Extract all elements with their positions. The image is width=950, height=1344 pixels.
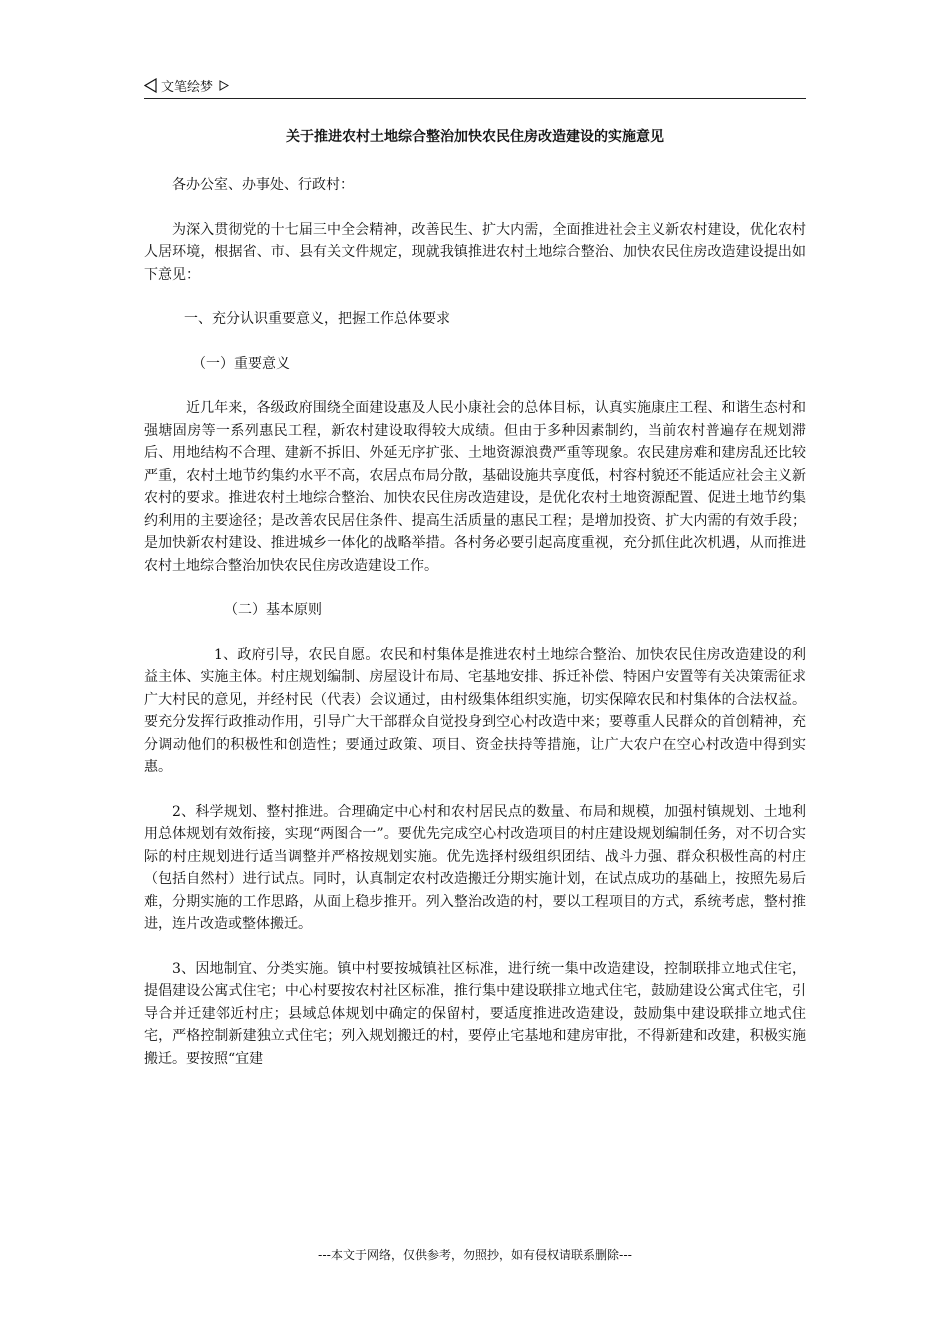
significance-paragraph: 近几年来，各级政府围绕全面建设惠及人民小康社会的总体目标，认真实施康庄工程、和谐生态村和强塘固房等一系列惠民工程，新农村建设取得较大成绩。但由于多种因素制约，当前农村普遍存在规划滞后、用地结构不合理、建新不拆旧、外延无序扩张、土地资源浪费严重等现象。农民建房难和建房乱还比较严重，农村土地节约集约水平不高，农居点布局分散，基础设施共享度低，村容村貌还不能适应社会主义新农村的要求。推进农村土地综合整治、加快农民住房改造建设，是优化农村土地资源配置、促进土地节约集约利用的主要途径；是改善农民居住条件、提高生活质量的惠民工程；是增加投资、扩大内需的有效手段；是加快新农村建设、推进城乡一体化的战略举措。各村务必要引起高度重视，充分抓住此次机遇，从而推进农村土地综合整治加快农民住房改造建设工作。 bbox=[144, 400, 806, 574]
principle-paragraph: 1、政府引导，农民自愿。农民和村集体是推进农村土地综合整治、加快农民住房改造建设的利益主体、实施主体。村庄规划编制、房屋设计布局、宅基地安排、拆迁补偿、特困户安置等有关决策需征求广大村民的意见，并经村民（代表）会议通过，由村级集体组织实施，切实保障农民和村集体的合法权益。要充分发挥行政推动作用，引导广大干部群众自觉投身到空心村改造中来；要尊重人民群众的首创精神，充分调动他们的积极性和创造性；要通过政策、项目、资金扶持等措施，让广大农户在空心村改造中得到实惠。 bbox=[144, 646, 806, 775]
triangle-right-icon bbox=[219, 80, 229, 91]
triangle-left-icon bbox=[144, 78, 157, 93]
brand-name: 文笔绘梦 bbox=[161, 80, 214, 95]
principle-paragraph: 3、因地制宜、分类实施。镇中村要按城镇社区标准，进行统一集中改造建设，控制联排立地式住宅，提倡建设公寓式住宅；中心村要按农村社区标准，推行集中建设联排立地式住宅，鼓励建设公寓式住宅，引导合并迁建邻近村庄；县域总体规划中确定的保留村，要适度推进改造建设，鼓励集中建设联排立地式住宅，严格控制新建独立式住宅；列入规划搬迁的村，要停止宅基地和建房审批，不得新建和改建，积极实施搬迁。要按照“宜建 bbox=[144, 960, 806, 1067]
page-header bbox=[144, 72, 806, 99]
salutation: 各办公室、办事处、行政村： bbox=[172, 177, 354, 193]
brand bbox=[144, 76, 229, 95]
section-heading: 一、充分认识重要意义，把握工作总体要求 bbox=[184, 311, 450, 327]
document-body bbox=[144, 174, 806, 1070]
intro-paragraph: 为深入贯彻党的十七届三中全会精神，改善民生、扩大内需，全面推进社会主义新农村建设，优化农村人居环境，根据省、市、县有关文件规定，现就我镇推进农村土地综合整治、加快农民住房改造建设提出如下意见： bbox=[144, 221, 806, 283]
subsection-heading: （二）基本原则 bbox=[224, 602, 322, 618]
footer-notice: ---本文于网络，仅供参考，勿照抄，如有侵权请联系删除--- bbox=[318, 1248, 632, 1262]
principle-paragraph: 2、科学规划、整村推进。合理确定中心村和农村居民点的数量、布局和规模，加强村镇规划、土地利用总体规划有效衔接，实现“两图合一”。要优先完成空心村改造项目的村庄建设规划编制任务，对不切合实际的村庄规划进行适当调整并严格按规划实施。优先选择村级组织团结、战斗力强、群众积极性高的村庄（包括自然村）进行试点。同时，认真制定农村改造搬迁分期实施计划，在试点成功的基础上，按照先易后难，分期实施的工作思路，从面上稳步推开。列入整治改造的村，要以工程项目的方式，系统考虑，整村推进，连片改造或整体搬迁。 bbox=[144, 803, 806, 932]
document-title: 关于推进农村土地综合整治加快农民住房改造建设的实施意见 bbox=[286, 129, 664, 145]
subsection-heading: （一）重要意义 bbox=[192, 355, 290, 372]
